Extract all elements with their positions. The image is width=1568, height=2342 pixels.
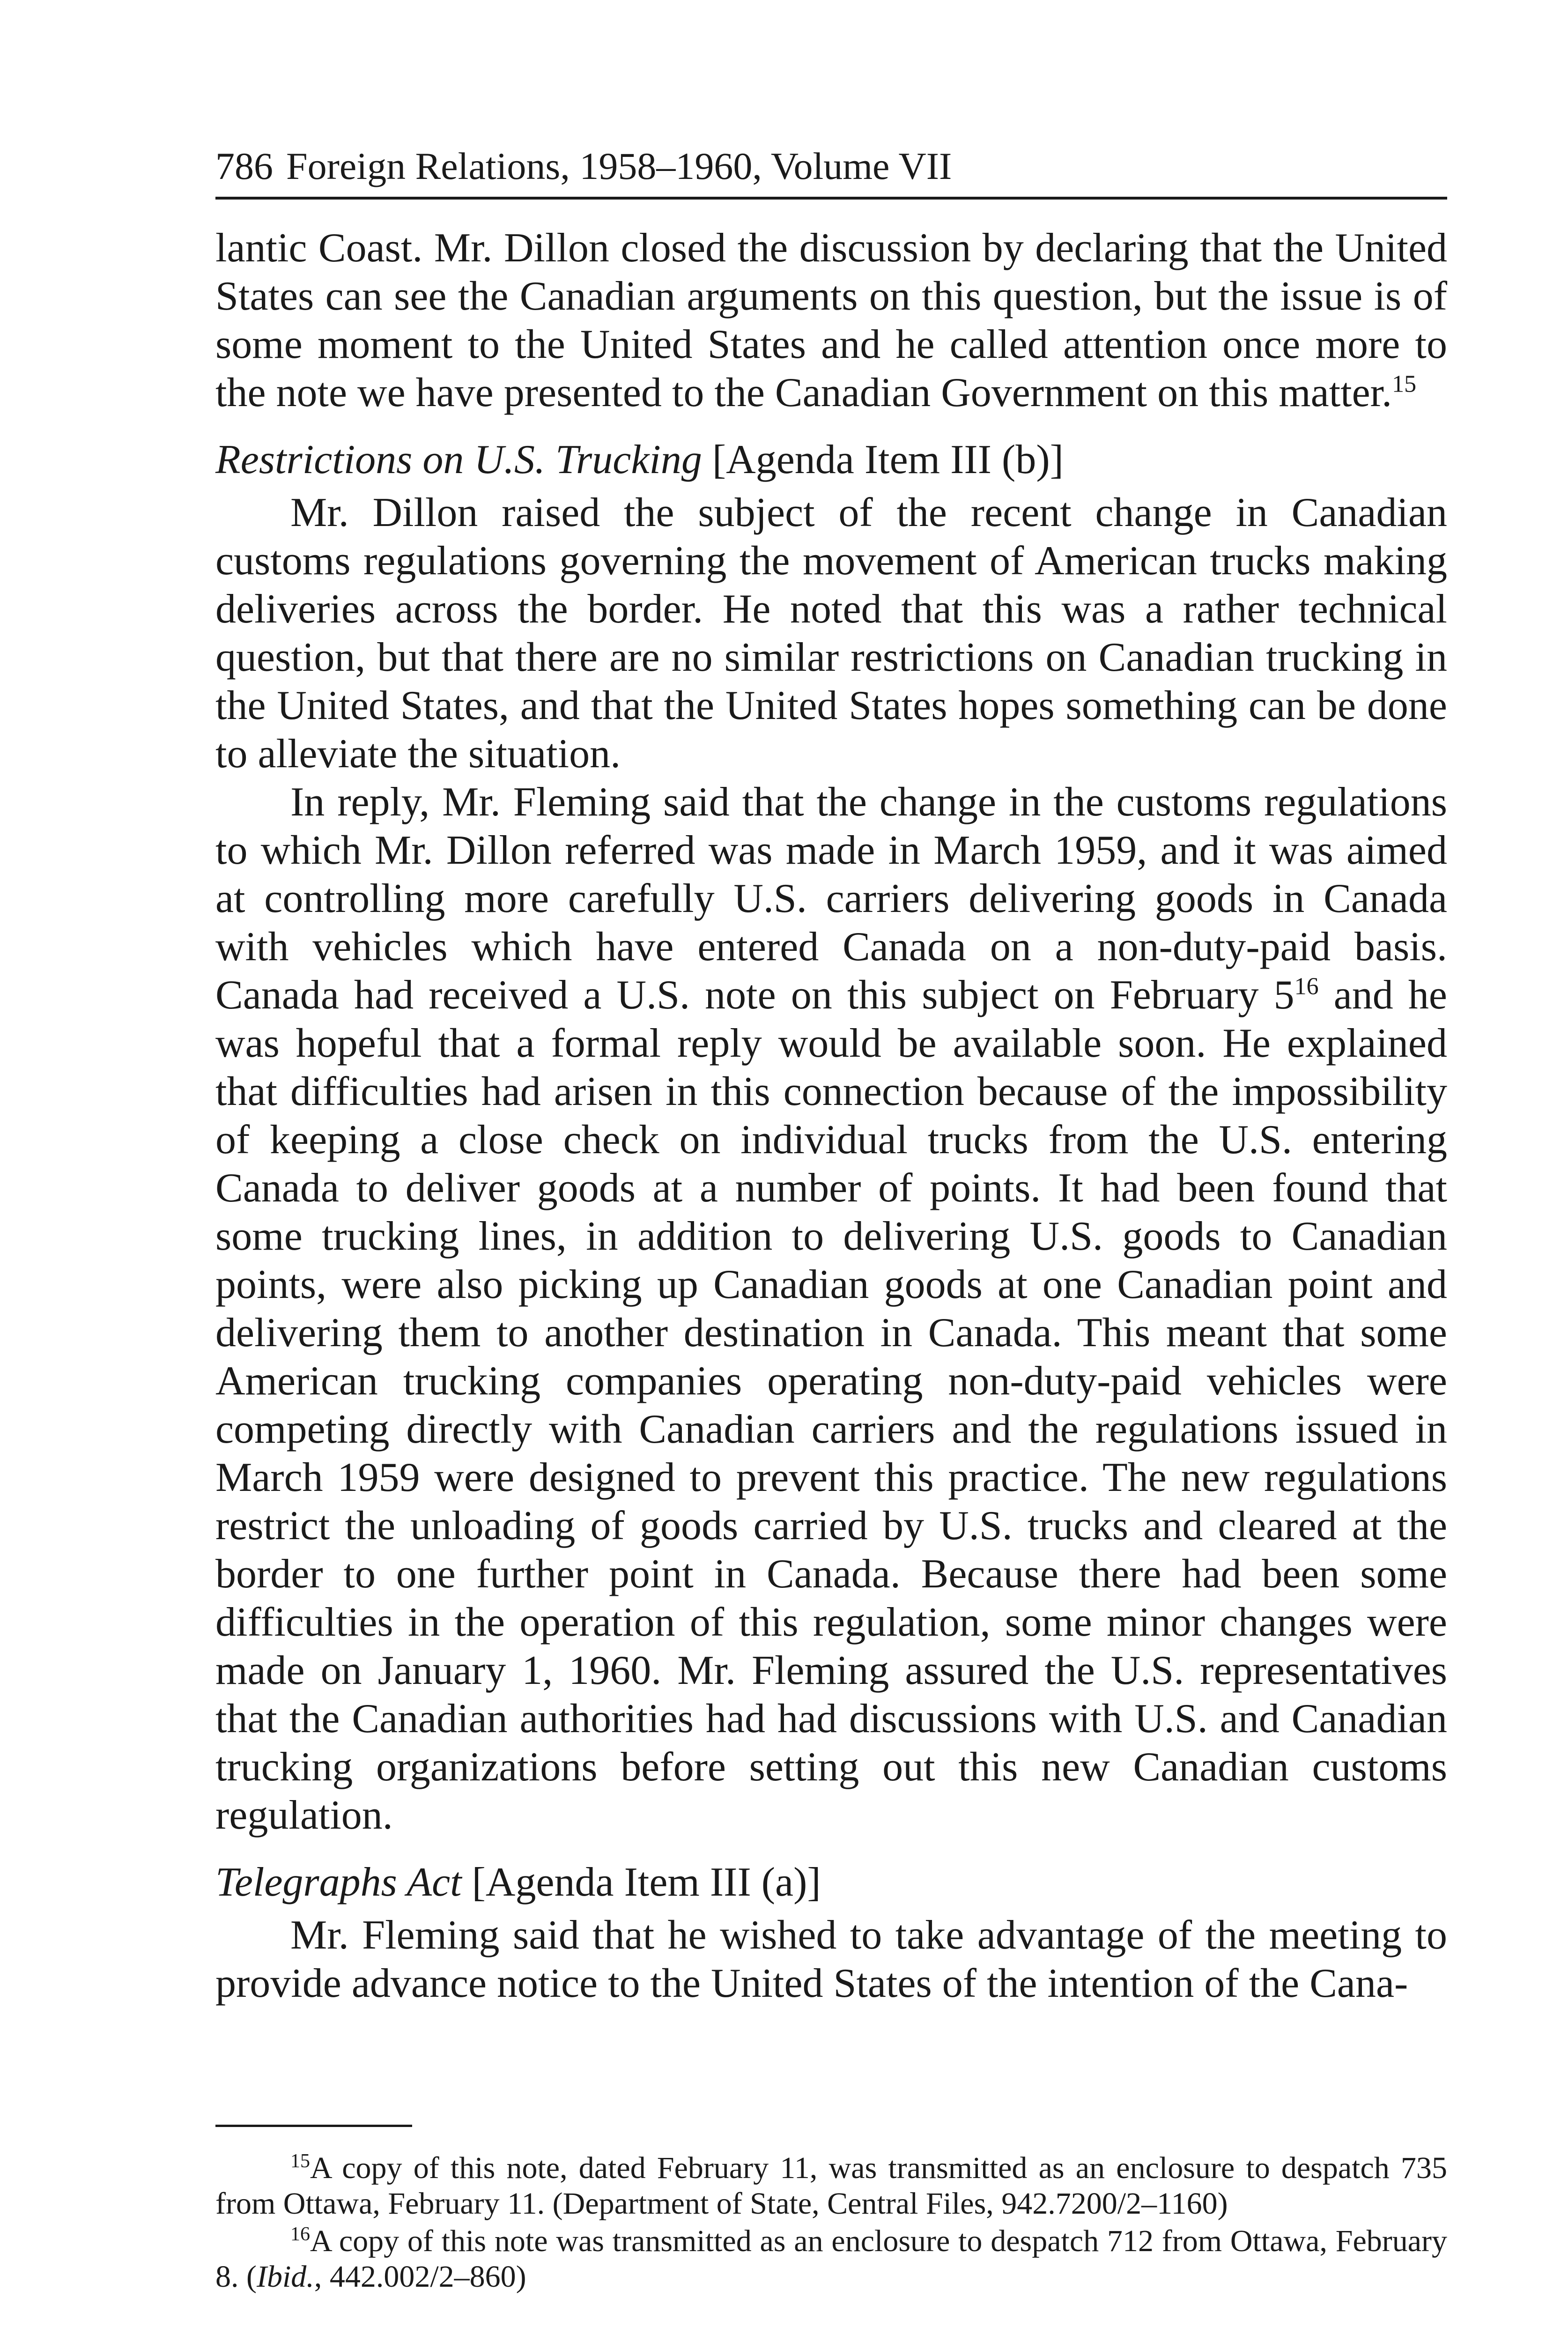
- header-rule: [215, 197, 1447, 200]
- paragraph-text: In reply, Mr. Fleming said that the change in the customs regulations to which Mr. Dillon referred was made in March 1959, and it was aimed at controlling more carefully U.S. carriers delivering goods in Canada with vehicles which have entered Canada on a non-duty-paid basis. Canada had received a U.S. note on this subject on February 5: [215, 779, 1447, 1018]
- paragraph-text: and he was hopeful that a formal reply would be available soon. He explained that difficulties had arisen in this connection because of the impossibility of keeping a close check on individual trucks from the U.S. entering Canada to deliver goods at a number of points. It had been found that some trucking lines, in addition to delivering U.S. goods to Canadian points, were also picking up Canadian goods at one Canadian point and delivering them to another destination in Canada. This meant that some American trucking companies operating non-duty-paid vehicles were competing directly with Canadian carriers and the regulations issued in March 1959 were designed to prevent this practice. The new regulations restrict the unloading of goods carried by U.S. trucks and cleared at the border to one further point in Canada. Because there had been some difficulties in the operation of this regulation, some minor changes were made on January 1, 1960. Mr. Fleming assured the U.S. representatives that the Canadian authorities had had discussions with U.S. and Canadian trucking organizations before setting out this new Canadian customs regulation.: [215, 972, 1447, 1838]
- paragraph-text: lantic Coast. Mr. Dillon closed the discussion by declaring that the United States can see the Canadian arguments on this question, but the issue is of some moment to the United States and he called attention once more to the note we have presented to the Canadian Government on this matter.: [215, 225, 1447, 415]
- footnote-text: A copy of this note was transmitted as an enclosure to despatch 712 from Ottawa, February 8. (: [215, 2224, 1447, 2294]
- page-number: 786: [215, 145, 273, 187]
- footnote-ref-16: 16: [1294, 973, 1319, 1000]
- footnote-15: [215, 2150, 1447, 2222]
- paragraph-continued: [215, 224, 1447, 417]
- subheading-telegraphs: [215, 1858, 1447, 1906]
- subheading-agenda: [Agenda Item III (a)]: [461, 1860, 821, 1905]
- subheading-title: Telegraphs Act: [215, 1860, 462, 1905]
- volume-title: Foreign Relations, 1958–1960, Volume VII: [286, 145, 952, 187]
- paragraph-fleming-telegraphs: Mr. Fleming said that he wished to take advantage of the meeting to provide advance notice to the United States of the intention of the Cana-: [215, 1912, 1447, 2006]
- paragraph-fleming-reply: [215, 778, 1447, 1839]
- subheading-agenda: [Agenda Item III (b)]: [702, 437, 1064, 482]
- paragraph-dillon-trucking: Mr. Dillon raised the subject of the recent change in Canadian customs regulations governing the movement of American trucks making deliveries across the border. He noted that this was a rather technical question, but that there are no similar restrictions on Canadian trucking in the United States, and that the United States hopes something can be done to alleviate the situation.: [215, 490, 1447, 777]
- footnote-marker: 15: [290, 2150, 310, 2172]
- footnote-ref-15: 15: [1392, 371, 1417, 398]
- document-page: [215, 141, 1447, 2297]
- footnote-marker: 16: [290, 2223, 310, 2245]
- body-text: [215, 224, 1447, 2008]
- subheading-trucking: [215, 436, 1447, 484]
- footnote-text: A copy of this note, dated February 11, was transmitted as an enclosure to despatch 735 from Ottawa, February 11. (Department of State, Central Files, 942.7200/2–1160): [215, 2151, 1447, 2221]
- subheading-title: Restrictions on U.S. Trucking: [215, 437, 702, 482]
- footnote-ibid: Ibid.: [256, 2260, 314, 2294]
- footnote-rule: [215, 2125, 412, 2127]
- footnote-16: [215, 2223, 1447, 2295]
- running-header: [215, 141, 1447, 192]
- footnote-text: , 442.002/2–860): [314, 2260, 526, 2294]
- footnotes: [215, 2150, 1447, 2295]
